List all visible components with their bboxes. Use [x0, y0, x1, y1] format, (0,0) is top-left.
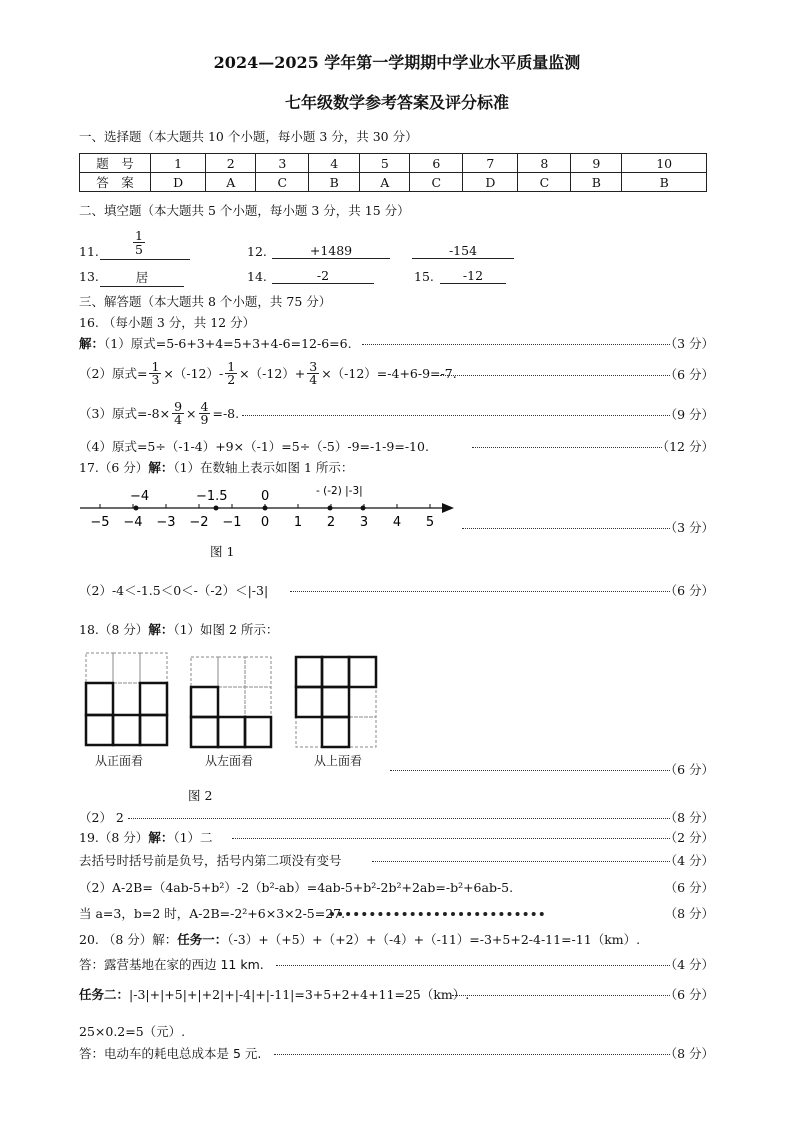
- q16-l3-b: ×: [186, 405, 197, 421]
- q18-score1: （6 分）: [664, 762, 714, 777]
- leader-dots: [274, 1054, 670, 1055]
- q16-l3-a: （3）原式=-8×: [79, 406, 171, 421]
- table-cell: 5: [360, 154, 410, 173]
- table-cell: C: [518, 173, 571, 192]
- q20-task1-label: 任务一：: [177, 932, 228, 947]
- table-cell: 2: [206, 154, 256, 173]
- q13-label: 13.: [79, 269, 99, 284]
- point-two: [328, 506, 333, 511]
- q16-score3: （9 分）: [664, 407, 714, 422]
- frac-denominator: 2: [227, 371, 236, 387]
- frac-numerator: 1: [151, 358, 160, 374]
- view-label-left: 从左面看: [205, 754, 254, 768]
- leader-dots: [472, 447, 662, 448]
- q18-head-b: 解：: [148, 622, 174, 637]
- q17-score2: （6 分）: [664, 583, 714, 598]
- table-cell: 9: [571, 154, 622, 173]
- q16-line1-text: （1）原式=5-6+3+4=5+3+4-6=12-6=6.: [104, 336, 352, 351]
- figure2-caption: 图 2: [188, 788, 213, 803]
- q19-head-c: （1）二: [173, 830, 213, 845]
- frac-numerator: 1: [227, 358, 236, 374]
- leader-dots: [330, 912, 544, 916]
- q19-score1: （2 分）: [664, 830, 714, 845]
- q20-head: 20. （8 分）解：: [79, 932, 178, 947]
- tick-label: −2: [189, 515, 209, 530]
- q14-blank: -2: [272, 268, 374, 284]
- tick-label: −5: [90, 515, 110, 530]
- left-view-grid: [188, 655, 274, 749]
- q13-blank: 居: [100, 268, 184, 287]
- q16-l2-a: （2）原式=: [79, 366, 148, 381]
- table-cell: 1: [151, 154, 206, 173]
- tick-label: 2: [326, 515, 336, 530]
- table-cell: 10: [622, 154, 707, 173]
- frac-numerator: 3: [309, 358, 318, 374]
- q16-heading: 16. （每小题 3 分，共 12 分）: [79, 315, 256, 330]
- tick-label: 4: [392, 515, 402, 530]
- frac-denominator: 4: [174, 411, 183, 427]
- point-neg1-5: [214, 506, 219, 511]
- answer-table: [79, 153, 707, 192]
- q16-line3: [79, 396, 239, 430]
- q20-line2: 答：露营基地在家的西边 11 km.: [79, 957, 264, 972]
- row-label-number: 题 号: [80, 154, 151, 173]
- table-cell: D: [463, 173, 518, 192]
- q19-line4: 当 a=3，b=2 时，A-2B=-2²+6×3×2-5=27.: [79, 906, 346, 921]
- tick-label: 3: [359, 515, 369, 530]
- q16-line4: （4）原式=5÷（-1-4）+9×（-1）=5÷（-5）-9=-1-9=-10.: [79, 439, 429, 454]
- q18-head-a: 18.（8 分）: [79, 622, 149, 637]
- table-row-answers: [80, 173, 707, 192]
- q16-score1: （3 分）: [664, 336, 714, 351]
- q20-task1-calc: （-3）+（+5）+（+2）+（-4）+（-11）=-3+5+2-4-11=-11（km）.: [227, 932, 641, 947]
- tick-label: 1: [293, 515, 303, 530]
- tick-label: 0: [260, 515, 270, 530]
- frac-denominator: 9: [200, 411, 209, 427]
- tick-label: −3: [156, 515, 176, 530]
- leader-dots: [462, 528, 670, 529]
- q18-heading: [79, 620, 278, 638]
- q20-line4: 25×0.2=5（元）.: [79, 1024, 186, 1039]
- top-view-grid: [294, 655, 378, 749]
- q20-score2: （4 分）: [664, 957, 714, 972]
- q19-score2: （4 分）: [664, 853, 714, 868]
- q17-line2: （2）-4＜-1.5＜0＜-（-2）＜|-3|: [79, 583, 269, 598]
- mark-label: - (-2) |-3|: [316, 485, 363, 497]
- figure1-caption: 图 1: [210, 544, 235, 559]
- table-cell: 4: [309, 154, 360, 173]
- table-cell: 7: [463, 154, 518, 173]
- table-cell: C: [410, 173, 463, 192]
- q19-head-b: 解：: [148, 830, 174, 845]
- q20-score5: （8 分）: [664, 1046, 714, 1061]
- table-row-numbers: [80, 154, 707, 173]
- q19-score4: （8 分）: [664, 906, 714, 921]
- q20-task2-calc: |-3|+|+5|+|+2|+|-4|+|-11|=3+5+2+4+11=25（km）.: [129, 987, 470, 1002]
- q16-solve-prefix: 解：: [79, 336, 105, 351]
- section2-heading: 二、填空题（本大题共 5 个小题，每小题 3 分，共 15 分）: [79, 203, 410, 218]
- tick-label: −4: [123, 515, 143, 530]
- q19-line3: （2）A-2B=（4ab-5+b²）-2（b²-ab）=4ab-5+b²-2b²+2ab=-b²+6ab-5.: [79, 880, 514, 895]
- q11-numerator: 1: [135, 228, 143, 243]
- section1-heading: 一、选择题（本大题共 10 个小题，每小题 3 分，共 30 分）: [79, 129, 418, 144]
- q20-line3: [79, 985, 469, 1003]
- number-line: [76, 480, 460, 532]
- q19-head-a: 19.（8 分）: [79, 830, 149, 845]
- leader-dots: [242, 415, 670, 416]
- leader-dots: [290, 591, 670, 592]
- leader-dots: [390, 770, 670, 771]
- frac-denominator: 3: [151, 371, 160, 387]
- q16-line2: [79, 356, 457, 390]
- q17-head-c: （1）在数轴上表示如图 1 所示：: [173, 460, 354, 475]
- arrow-icon: [442, 503, 454, 513]
- leader-dots: [452, 995, 670, 996]
- q16-l3-c: =-8.: [212, 405, 240, 421]
- point-zero: [263, 506, 268, 511]
- table-cell: B: [622, 173, 707, 192]
- page-title: 2024—2025 学年第一学期期中学业水平质量监测: [213, 53, 581, 72]
- leader-dots: [372, 861, 670, 862]
- table-cell: A: [206, 173, 256, 192]
- q18-head-c: （1）如图 2 所示：: [173, 622, 279, 637]
- page-subtitle: 七年级数学参考答案及评分标准: [284, 93, 509, 112]
- leader-dots: [276, 965, 670, 966]
- frac-numerator: 4: [200, 398, 209, 414]
- table-cell: 3: [256, 154, 309, 173]
- q20-task2-label: 任务二：: [79, 987, 130, 1002]
- q19-line2: 去括号时括号前是负号，括号内第二项没有变号: [79, 853, 342, 868]
- q20-score3: （6 分）: [664, 987, 714, 1002]
- frac-denominator: 4: [309, 371, 318, 387]
- table-cell: B: [571, 173, 622, 192]
- q15-blank: -12: [440, 268, 506, 284]
- q16-l2-c: ×（-12）+: [239, 366, 306, 381]
- q11-denominator: 5: [133, 242, 145, 256]
- table-cell: B: [309, 173, 360, 192]
- q11-label: 11.: [79, 244, 99, 259]
- table-cell: 8: [518, 154, 571, 173]
- leader-dots: [362, 344, 670, 345]
- q20-line5: 答：电动车的耗电总成本是 5 元.: [79, 1046, 262, 1061]
- q12-blank-a: +1489: [272, 243, 390, 259]
- q16-line1: [79, 334, 352, 352]
- mark-label: 0: [261, 489, 270, 504]
- tick-label: −1: [222, 515, 242, 530]
- leader-dots: [232, 838, 670, 839]
- point-three: [361, 506, 366, 511]
- q19-score3: （6 分）: [664, 880, 714, 895]
- table-cell: D: [151, 173, 206, 192]
- q17-head-a: 17.（6 分）: [79, 460, 149, 475]
- point-neg4: [134, 506, 139, 511]
- q20-line1: [79, 930, 640, 948]
- table-cell: A: [360, 173, 410, 192]
- q14-label: 14.: [247, 269, 267, 284]
- q16-score2: （6 分）: [664, 367, 714, 382]
- q17-score1: （3 分）: [664, 520, 714, 535]
- leader-dots: [440, 375, 670, 376]
- q16-score4: （12 分）: [656, 439, 714, 454]
- mark-label: −1.5: [196, 489, 228, 504]
- view-label-front: 从正面看: [95, 754, 144, 768]
- front-view-grid: [84, 650, 170, 748]
- q17-head-b: 解：: [148, 460, 174, 475]
- q16-l2-d: ×（-12）=-4+6-9=-7.: [321, 366, 457, 381]
- q17-heading: [79, 458, 353, 476]
- q12-blank-b: -154: [412, 243, 514, 259]
- q11-blank: [100, 229, 190, 260]
- q18-line2: （2） 2: [79, 810, 124, 825]
- q15-label: 15.: [414, 269, 434, 284]
- q18-score2: （8 分）: [664, 810, 714, 825]
- mark-label: −4: [130, 489, 150, 504]
- q16-l2-b: ×（-12）-: [163, 366, 224, 381]
- table-cell: C: [256, 173, 309, 192]
- tick-label: 5: [425, 515, 435, 530]
- frac-numerator: 9: [174, 398, 183, 414]
- q19-heading: [79, 828, 213, 846]
- q12-label: 12.: [247, 244, 267, 259]
- table-cell: 6: [410, 154, 463, 173]
- view-label-top: 从上面看: [314, 754, 363, 768]
- section3-heading: 三、解答题（本大题共 8 个小题，共 75 分）: [79, 294, 332, 309]
- row-label-answer: 答 案: [80, 173, 151, 192]
- leader-dots: [128, 818, 670, 819]
